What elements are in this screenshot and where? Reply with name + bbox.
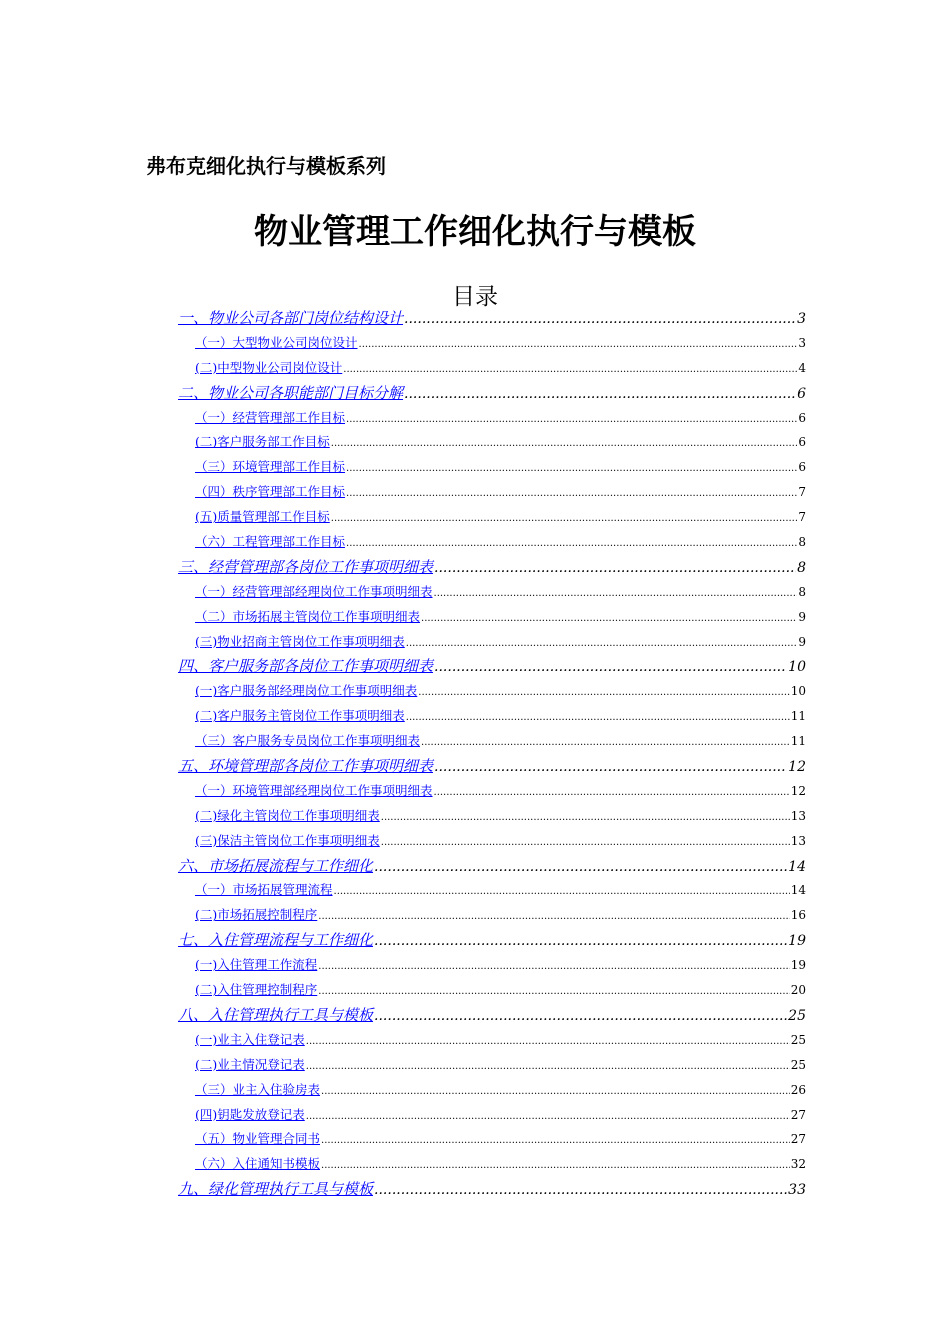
toc-entry-link[interactable]: (二)客户服务主管岗位工作事项明细表 bbox=[195, 708, 405, 724]
toc-dot-leader bbox=[359, 333, 798, 358]
toc-page-number: 16 bbox=[790, 908, 806, 923]
toc-dot-leader bbox=[421, 731, 790, 756]
toc-section-entry[interactable] bbox=[178, 1103, 806, 1128]
toc-dot-leader bbox=[434, 582, 798, 607]
toc-dot-leader bbox=[346, 482, 797, 507]
toc-chapter-entry[interactable] bbox=[178, 754, 806, 779]
toc-dot-leader bbox=[434, 556, 796, 581]
toc-entry-link[interactable]: （六）入住通知书模板 bbox=[195, 1156, 321, 1172]
toc-section-entry[interactable] bbox=[178, 679, 806, 704]
toc-dot-leader bbox=[346, 532, 797, 557]
toc-entry-link[interactable]: 四、客户服务部各岗位工作事项明细表 bbox=[178, 657, 434, 676]
toc-chapter-entry[interactable] bbox=[178, 1003, 806, 1028]
toc-section-entry[interactable] bbox=[178, 878, 806, 903]
toc-section-entry[interactable] bbox=[178, 829, 806, 854]
toc-section-entry[interactable] bbox=[178, 605, 806, 630]
toc-chapter-entry[interactable] bbox=[178, 381, 806, 406]
toc-dot-leader bbox=[374, 929, 787, 954]
toc-page-number: 26 bbox=[790, 1082, 806, 1097]
toc-page-number: 10 bbox=[788, 659, 806, 676]
toc-section-entry[interactable] bbox=[178, 530, 806, 555]
toc-section-entry[interactable] bbox=[178, 455, 806, 480]
toc-page-number: 11 bbox=[790, 709, 806, 724]
toc-entry-link[interactable]: 六、市场拓展流程与工作细化 bbox=[178, 856, 374, 875]
toc-dot-leader bbox=[374, 1178, 787, 1203]
toc-page-number: 10 bbox=[790, 684, 806, 699]
toc-entry-link[interactable]: （一）市场拓展管理流程 bbox=[195, 882, 333, 898]
toc-section-entry[interactable] bbox=[178, 1152, 806, 1177]
toc-section-entry[interactable] bbox=[178, 406, 806, 431]
toc-dot-leader bbox=[306, 1030, 790, 1055]
toc-section-entry[interactable] bbox=[178, 704, 806, 729]
toc-section-entry[interactable] bbox=[178, 505, 806, 530]
table-of-contents bbox=[178, 306, 806, 1202]
toc-entry-link[interactable]: (三)物业招商主管岗位工作事项明细表 bbox=[195, 633, 405, 649]
toc-dot-leader bbox=[318, 905, 789, 930]
toc-entry-link[interactable]: （一）经营管理部经理岗位工作事项明细表 bbox=[195, 583, 433, 599]
toc-entry-link[interactable]: (二)中型物业公司岗位设计 bbox=[195, 359, 343, 375]
toc-dot-leader bbox=[306, 1055, 790, 1080]
toc-page-number: 6 bbox=[798, 435, 806, 450]
toc-page-number: 33 bbox=[788, 1182, 806, 1199]
document-title: 物业管理工作细化执行与模板 bbox=[254, 212, 696, 252]
toc-entry-link[interactable]: (二)业主情况登记表 bbox=[195, 1056, 305, 1072]
toc-entry-link[interactable]: (一)业主入住登记表 bbox=[195, 1031, 305, 1047]
series-title: 弗布克细化执行与模板系列 bbox=[146, 154, 386, 178]
toc-page-number: 25 bbox=[788, 1007, 806, 1024]
toc-entry-link[interactable]: 九、绿化管理执行工具与模板 bbox=[178, 1180, 374, 1199]
toc-chapter-entry[interactable] bbox=[178, 654, 806, 679]
toc-dot-leader bbox=[331, 507, 798, 532]
toc-section-entry[interactable] bbox=[178, 1078, 806, 1103]
toc-section-entry[interactable] bbox=[178, 580, 806, 605]
toc-page-number: 13 bbox=[790, 833, 806, 848]
toc-entry-link[interactable]: （三）客户服务专员岗位工作事项明细表 bbox=[195, 733, 421, 749]
toc-section-entry[interactable] bbox=[178, 430, 806, 455]
toc-dot-leader bbox=[406, 706, 790, 731]
toc-page-number: 14 bbox=[788, 858, 806, 875]
toc-page-number: 13 bbox=[790, 808, 806, 823]
toc-dot-leader bbox=[321, 1129, 790, 1154]
toc-dot-leader bbox=[434, 755, 787, 780]
toc-dot-leader bbox=[334, 880, 790, 905]
toc-entry-link[interactable]: 八、入住管理执行工具与模板 bbox=[178, 1005, 374, 1024]
toc-dot-leader bbox=[331, 432, 798, 457]
toc-section-entry[interactable] bbox=[178, 331, 806, 356]
toc-section-entry[interactable] bbox=[178, 804, 806, 829]
toc-page-number: 6 bbox=[797, 385, 806, 402]
toc-page-number: 6 bbox=[798, 460, 806, 475]
toc-chapter-entry[interactable] bbox=[178, 1177, 806, 1202]
toc-dot-leader bbox=[306, 1105, 790, 1130]
toc-entry-link[interactable]: (一)入住管理工作流程 bbox=[195, 957, 318, 973]
toc-section-entry[interactable] bbox=[178, 356, 806, 381]
toc-page-number: 3 bbox=[798, 335, 806, 350]
toc-page-number: 3 bbox=[797, 311, 806, 327]
toc-page-number: 9 bbox=[798, 634, 806, 649]
toc-entry-link[interactable]: (四)钥匙发放登记表 bbox=[195, 1106, 305, 1122]
toc-page-number: 25 bbox=[790, 1057, 806, 1072]
toc-section-entry[interactable] bbox=[178, 953, 806, 978]
toc-chapter-entry[interactable] bbox=[178, 928, 806, 953]
toc-dot-leader bbox=[418, 681, 789, 706]
toc-page-number: 11 bbox=[790, 734, 806, 749]
toc-page-number: 9 bbox=[798, 609, 806, 624]
toc-dot-leader bbox=[343, 358, 797, 383]
toc-entry-link[interactable]: （三）环境管理部工作目标 bbox=[195, 459, 346, 475]
toc-dot-leader bbox=[404, 307, 796, 332]
toc-dot-leader bbox=[318, 955, 789, 980]
toc-dot-leader bbox=[346, 457, 797, 482]
toc-chapter-entry[interactable] bbox=[178, 306, 806, 331]
toc-entry-link[interactable]: 一、物业公司各部门岗位结构设计 bbox=[178, 309, 404, 327]
toc-entry-link[interactable]: (二)绿化主管岗位工作事项明细表 bbox=[195, 807, 380, 823]
toc-chapter-entry[interactable] bbox=[178, 854, 806, 879]
toc-dot-leader bbox=[318, 980, 789, 1005]
toc-entry-link[interactable]: （一）经营管理部工作目标 bbox=[195, 409, 346, 425]
toc-entry-link[interactable]: （四）秩序管理部工作目标 bbox=[195, 484, 346, 500]
toc-entry-link[interactable]: 三、经营管理部各岗位工作事项明细表 bbox=[178, 557, 434, 576]
toc-entry-link[interactable]: （三）业主入住验房表 bbox=[195, 1081, 321, 1097]
toc-page-number: 20 bbox=[790, 983, 806, 998]
toc-page-number: 8 bbox=[798, 584, 806, 599]
toc-section-entry[interactable] bbox=[178, 729, 806, 754]
toc-entry-link[interactable]: (一)客户服务部经理岗位工作事项明细表 bbox=[195, 683, 418, 699]
toc-dot-leader bbox=[346, 408, 797, 433]
toc-chapter-entry[interactable] bbox=[178, 555, 806, 580]
toc-page-number: 6 bbox=[798, 410, 806, 425]
toc-section-entry[interactable] bbox=[178, 1127, 806, 1152]
toc-page-number: 7 bbox=[798, 510, 806, 525]
toc-dot-leader bbox=[374, 1004, 787, 1029]
toc-entry-link[interactable]: 五、环境管理部各岗位工作事项明细表 bbox=[178, 757, 434, 776]
toc-page-number: 12 bbox=[790, 783, 806, 798]
toc-page-number: 27 bbox=[790, 1132, 806, 1147]
toc-page-number: 27 bbox=[790, 1107, 806, 1122]
toc-entry-link[interactable]: (二)市场拓展控制程序 bbox=[195, 907, 318, 923]
toc-entry-link[interactable]: （一）大型物业公司岗位设计 bbox=[195, 334, 358, 350]
toc-page-number: 8 bbox=[797, 559, 806, 576]
toc-dot-leader bbox=[321, 1154, 790, 1179]
toc-heading: 目录 bbox=[452, 284, 498, 310]
toc-page-number: 14 bbox=[790, 883, 806, 898]
toc-page-number: 19 bbox=[790, 958, 806, 973]
toc-section-entry[interactable] bbox=[178, 1028, 806, 1053]
toc-dot-leader bbox=[404, 382, 796, 407]
toc-section-entry[interactable] bbox=[178, 978, 806, 1003]
toc-entry-link[interactable]: （二）市场拓展主管岗位工作事项明细表 bbox=[195, 608, 421, 624]
toc-entry-link[interactable]: (五)质量管理部工作目标 bbox=[195, 509, 330, 525]
toc-page-number: 32 bbox=[790, 1157, 806, 1172]
toc-dot-leader bbox=[381, 806, 790, 831]
toc-entry-link[interactable]: （一）环境管理部经理岗位工作事项明细表 bbox=[195, 782, 433, 798]
toc-dot-leader bbox=[421, 607, 797, 632]
toc-entry-link[interactable]: (三)保洁主管岗位工作事项明细表 bbox=[195, 832, 380, 848]
toc-page-number: 25 bbox=[790, 1032, 806, 1047]
toc-entry-link[interactable]: （五）物业管理合同书 bbox=[195, 1131, 321, 1147]
toc-page-number: 12 bbox=[788, 759, 806, 776]
toc-page-number: 8 bbox=[798, 535, 806, 550]
toc-page-number: 4 bbox=[798, 360, 806, 375]
toc-entry-link[interactable]: 七、入住管理流程与工作细化 bbox=[178, 931, 374, 950]
toc-dot-leader bbox=[406, 632, 798, 657]
toc-dot-leader bbox=[321, 1080, 790, 1105]
toc-dot-leader bbox=[381, 831, 790, 856]
toc-entry-link[interactable]: （六）工程管理部工作目标 bbox=[195, 534, 346, 550]
toc-entry-link[interactable]: 二、物业公司各职能部门目标分解 bbox=[178, 383, 404, 402]
toc-section-entry[interactable] bbox=[178, 480, 806, 505]
toc-section-entry[interactable] bbox=[178, 630, 806, 655]
toc-dot-leader bbox=[434, 655, 787, 680]
toc-section-entry[interactable] bbox=[178, 1053, 806, 1078]
toc-entry-link[interactable]: (二)入住管理控制程序 bbox=[195, 982, 318, 998]
toc-section-entry[interactable] bbox=[178, 779, 806, 804]
toc-dot-leader bbox=[434, 781, 790, 806]
toc-page-number: 7 bbox=[798, 485, 806, 500]
toc-page-number: 19 bbox=[788, 933, 806, 950]
toc-entry-link[interactable]: (二)客户服务部工作目标 bbox=[195, 434, 330, 450]
toc-section-entry[interactable] bbox=[178, 903, 806, 928]
toc-dot-leader bbox=[374, 855, 787, 880]
